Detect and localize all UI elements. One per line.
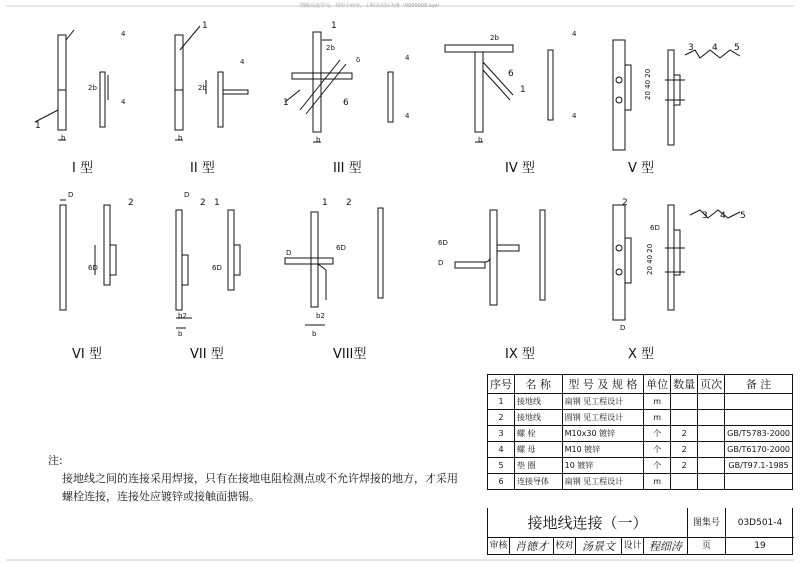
- dim-6D: 6D: [336, 244, 346, 252]
- callout-6: 6: [343, 98, 349, 108]
- callout-4: 4: [720, 211, 726, 221]
- type-label-1: I 型: [72, 161, 93, 176]
- header-watermark: 图纸交流学习，勿用于商业，工程以实际为准（0000000.xyz）: [300, 3, 443, 9]
- table-row: 2 接地线 圆钢 见工程设计 m: [488, 410, 793, 426]
- weld-mark: 4: [572, 112, 577, 120]
- callout-1: 1: [520, 85, 526, 95]
- dim-D: D: [620, 324, 626, 332]
- dim-6D: 6D: [438, 239, 448, 247]
- drawing-title: 接地线连接（一）: [488, 508, 688, 538]
- table-row: 4 螺 母 M10 镀锌 个 2 GB/T6170-2000: [488, 442, 793, 458]
- dim-6D: 6D: [88, 264, 98, 272]
- design-label: 设计: [622, 538, 644, 555]
- table-row: 1 接地线 扁钢 见工程设计 m: [488, 394, 793, 410]
- dim-delta: δ: [356, 56, 361, 64]
- dim-6D: 6D: [212, 264, 222, 272]
- review-signature: 肖德才: [510, 538, 554, 555]
- dim-b: b: [312, 330, 317, 338]
- weld-mark: 4: [121, 98, 126, 106]
- design-signature: 程细涛: [644, 538, 688, 555]
- callout-1: 1: [202, 21, 208, 31]
- notes: [48, 452, 458, 506]
- table-row: 6 连接导体 扁钢 见工程设计 m: [488, 474, 793, 490]
- dim-20-40-20: 20 40 20: [644, 68, 652, 100]
- type-label-7: VII 型: [190, 347, 224, 362]
- callout-6: 6: [508, 69, 514, 79]
- dim-b: b: [478, 136, 483, 144]
- callout-4: 4: [712, 43, 718, 53]
- callout-3: 3: [702, 211, 708, 221]
- parts-table: [487, 374, 793, 490]
- callout-1: 1: [322, 198, 328, 208]
- callout-1: 1: [35, 121, 41, 131]
- dim-20-40-20: 20 40 20: [646, 243, 654, 275]
- callout-1: 1: [331, 21, 337, 31]
- check-label: 校对: [554, 538, 576, 555]
- weld-mark: 4: [405, 112, 410, 120]
- dim-2b: 2b: [88, 84, 97, 92]
- callout-5: 5: [740, 211, 746, 221]
- dim-b: b: [178, 134, 183, 142]
- dim-b: b: [178, 330, 183, 338]
- dim-b2: b2: [316, 312, 325, 320]
- dim-b2: b2: [178, 312, 187, 320]
- callout-1: 1: [283, 98, 289, 108]
- weld-mark: 4: [572, 30, 577, 38]
- callout-5: 5: [734, 43, 740, 53]
- callout-3: 3: [688, 43, 694, 53]
- col-no: 序号: [488, 375, 515, 394]
- table-row: 3 螺 栓 M10x30 镀锌 个 2 GB/T5783-2000: [488, 426, 793, 442]
- callout-2: 2: [128, 198, 134, 208]
- table-row: 5 垫 圈 10 镀锌 个 2 GB/T97.1-1985: [488, 458, 793, 474]
- callout-2: 2: [346, 198, 352, 208]
- col-unit: 单位: [644, 375, 671, 394]
- type-label-2: II 型: [190, 161, 215, 176]
- type-label-4: IV 型: [505, 161, 535, 176]
- table-header-row: [488, 375, 793, 394]
- col-spec: 型 号 及 规 格: [562, 375, 644, 394]
- col-page: 页次: [698, 375, 725, 394]
- dim-D: D: [68, 191, 74, 199]
- callout-2: 2: [200, 198, 206, 208]
- type-label-6: VI 型: [72, 347, 102, 362]
- dim-2b: 2b: [490, 34, 499, 42]
- col-qty: 数量: [671, 375, 698, 394]
- review-label: 审核: [488, 538, 510, 555]
- col-note: 备 注: [725, 375, 793, 394]
- weld-mark: 4: [405, 54, 410, 62]
- type-label-5: V 型: [628, 161, 655, 176]
- page-number: 19: [754, 541, 766, 551]
- check-signature: 汤景文: [576, 538, 622, 555]
- note-text: 接地线之间的连接采用焊接，只有在接地电阻检测点或不允许焊接的地方，才采用螺栓连接，连接处应镀锌或接触面搪锡。: [62, 472, 458, 503]
- type-label-9: IX 型: [505, 347, 535, 362]
- dim-D: D: [184, 191, 190, 199]
- dim-2b: 2b: [326, 44, 335, 52]
- dim-6D: 6D: [650, 224, 660, 232]
- col-name: 名 称: [515, 375, 563, 394]
- type-label-10: X 型: [628, 347, 655, 362]
- dim-D: D: [286, 249, 292, 257]
- title-block: [487, 508, 793, 555]
- callout-2: 2: [622, 198, 628, 208]
- weld-mark: 4: [240, 58, 245, 66]
- type-label-8: VIII型: [333, 347, 367, 362]
- page-label: 页: [688, 538, 726, 555]
- dim-D: D: [438, 259, 444, 267]
- weld-mark: 4: [121, 30, 126, 38]
- atlas-number: 03D501-4: [726, 508, 794, 538]
- dim-b: b: [316, 136, 321, 144]
- note-label: 注:: [48, 454, 63, 467]
- dim-2b: 2b: [198, 84, 207, 92]
- dim-b: b: [61, 134, 66, 142]
- type-label-3: III 型: [333, 161, 362, 176]
- callout-1: 1: [214, 198, 220, 208]
- atlas-label: 图集号: [688, 508, 726, 538]
